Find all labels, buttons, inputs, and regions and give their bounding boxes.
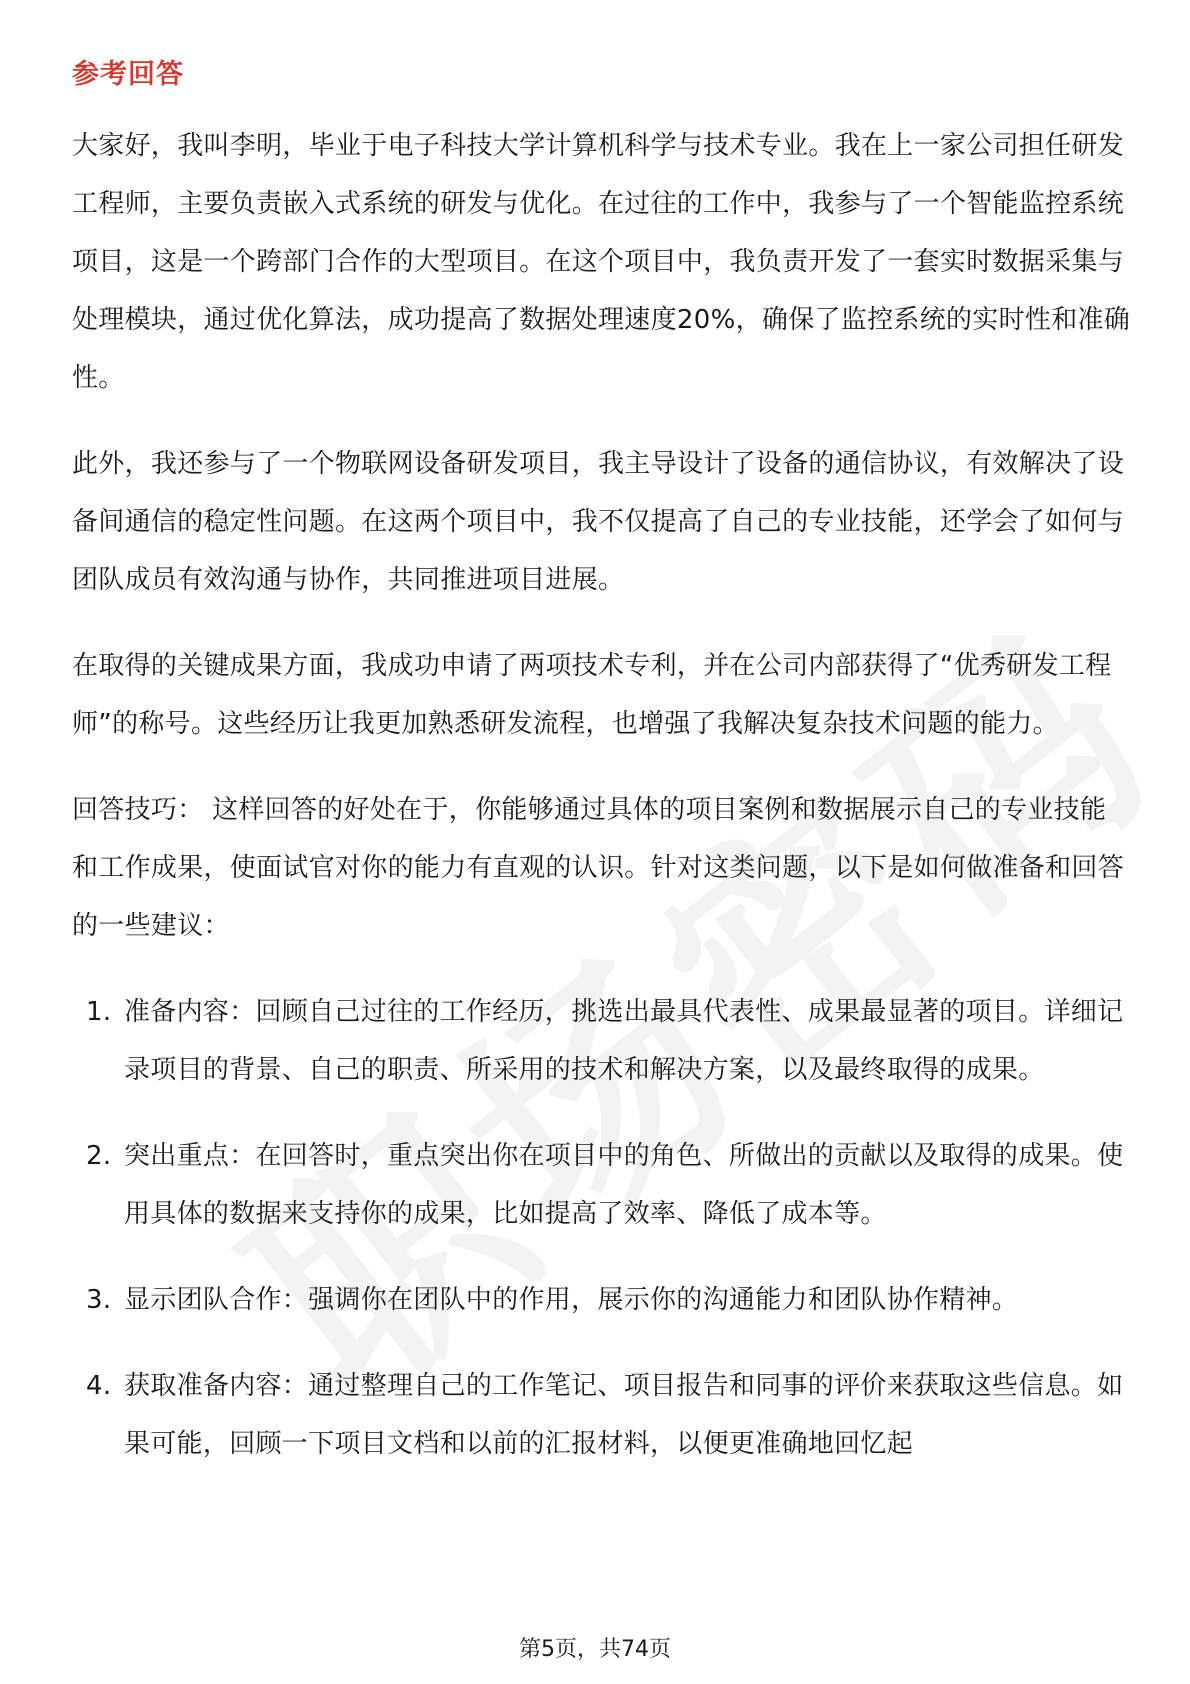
list-number: 2.	[86, 1141, 112, 1171]
list-item	[72, 1127, 1132, 1243]
list-text: 显示团队合作：强调你在团队中的作用，展示你的沟通能力和团队协作精神。	[124, 1285, 1019, 1315]
list-item	[72, 1271, 1132, 1329]
paragraph: 此外，我还参与了一个物联网设备研发项目，我主导设计了设备的通信协议，有效解决了设备间通信的稳定性问题。在这两个项目中，我不仅提高了自己的专业技能，还学会了如何与团队成员有效沟通与协作，共同推进项目进展。	[72, 449, 1125, 595]
list-item	[72, 983, 1132, 1099]
answer-content	[72, 117, 1132, 1501]
list-item	[72, 1357, 1132, 1473]
answer-tips: 回答技巧： 这样回答的好处在于，你能够通过具体的项目案例和数据展示自己的专业技能和工作成果，使面试官对你的能力有直观的认识。针对这类问题，以下是如何做准备和回答的一些建议：	[72, 795, 1125, 941]
list-number: 4.	[86, 1371, 112, 1401]
list-number: 3.	[86, 1285, 112, 1315]
paragraph: 大家好，我叫李明，毕业于电子科技大学计算机科学与技术专业。我在上一家公司担任研发工程师，主要负责嵌入式系统的研发与优化。在过往的工作中，我参与了一个智能监控系统项目，这是一个跨部门合作的大型项目。在这个项目中，我负责开发了一套实时数据采集与处理模块，通过优化算法，成功提高了数据处理速度20%，确保了监控系统的实时性和准确性。	[72, 131, 1131, 393]
list-number: 1.	[86, 997, 112, 1027]
list-text: 突出重点：在回答时，重点突出你在项目中的角色、所做出的贡献以及取得的成果。使用具体的数据来支持你的成果，比如提高了效率、降低了成本等。	[124, 1141, 1124, 1229]
page-number: 第5页，共74页	[519, 1637, 671, 1662]
suggestion-list	[72, 983, 1132, 1473]
paragraph: 在取得的关键成果方面，我成功申请了两项技术专利，并在公司内部获得了“优秀研发工程师”的称号。这些经历让我更加熟悉研发流程，也增强了我解决复杂技术问题的能力。	[72, 651, 1112, 739]
list-text: 准备内容：回顾自己过往的工作经历，挑选出最具代表性、成果最显著的项目。详细记录项目的背景、自己的职责、所采用的技术和解决方案，以及最终取得的成果。	[124, 997, 1124, 1085]
section-heading: 参考回答	[72, 59, 184, 90]
list-text: 获取准备内容：通过整理自己的工作笔记、项目报告和同事的评价来获取这些信息。如果可能，回顾一下项目文档和以前的汇报材料，以便更准确地回忆起	[124, 1371, 1124, 1459]
